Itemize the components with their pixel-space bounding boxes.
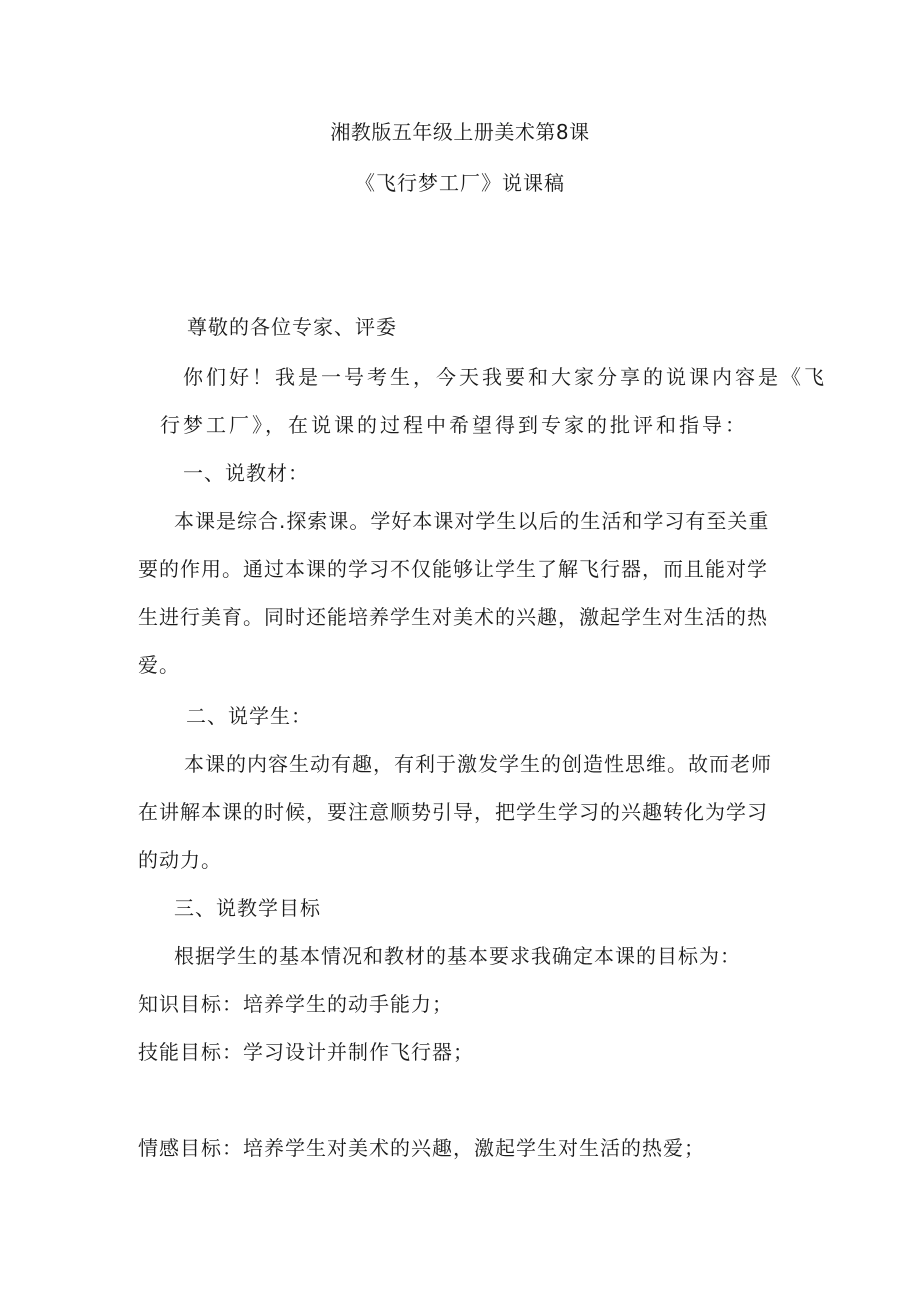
document-subtitle: 《飞行梦工厂》说课稿	[355, 171, 565, 195]
goal-knowledge: 知识目标：培养学生的动手能力；	[138, 992, 453, 1016]
greeting: 尊敬的各位专家、评委	[187, 315, 397, 339]
section-2-line-2: 在讲解本课的时候，要注意顺势引导，把学生学习的兴趣转化为学习	[138, 800, 768, 824]
document-title: 湘教版五年级上册美术第8课	[330, 120, 590, 144]
section-1-line-2: 要的作用。通过本课的学习不仅能够让学生了解飞行器，而且能对学	[138, 557, 768, 581]
section-1-line-3: 生进行美育。同时还能培养学生对美术的兴趣，激起学生对生活的热	[138, 605, 768, 629]
section-3-intro: 根据学生的基本情况和教材的基本要求我确定本课的目标为：	[174, 944, 741, 968]
section-1-line-1: 本课是综合.探索课。学好本课对学生以后的生活和学习有至关重	[174, 509, 770, 533]
goal-skill: 技能目标：学习设计并制作飞行器；	[138, 1040, 474, 1064]
section-2-line-3: 的动力。	[138, 848, 222, 872]
section-3-heading: 三、说教学目标	[174, 896, 321, 920]
goal-emotion: 情感目标：培养学生对美术的兴趣，激起学生对生活的热爱；	[138, 1136, 705, 1160]
section-2-heading: 二、说学生：	[186, 704, 312, 728]
section-2-line-1: 本课的内容生动有趣，有利于激发学生的创造性思维。故而老师	[184, 752, 772, 776]
section-1-line-4: 爱。	[138, 653, 180, 677]
intro-line-1: 你们好！我是一号考生，今天我要和大家分享的说课内容是《飞	[183, 365, 827, 389]
section-1-heading: 一、说教材：	[183, 461, 309, 485]
intro-line-2: 行梦工厂》，在说课的过程中希望得到专家的批评和指导：	[160, 413, 748, 437]
